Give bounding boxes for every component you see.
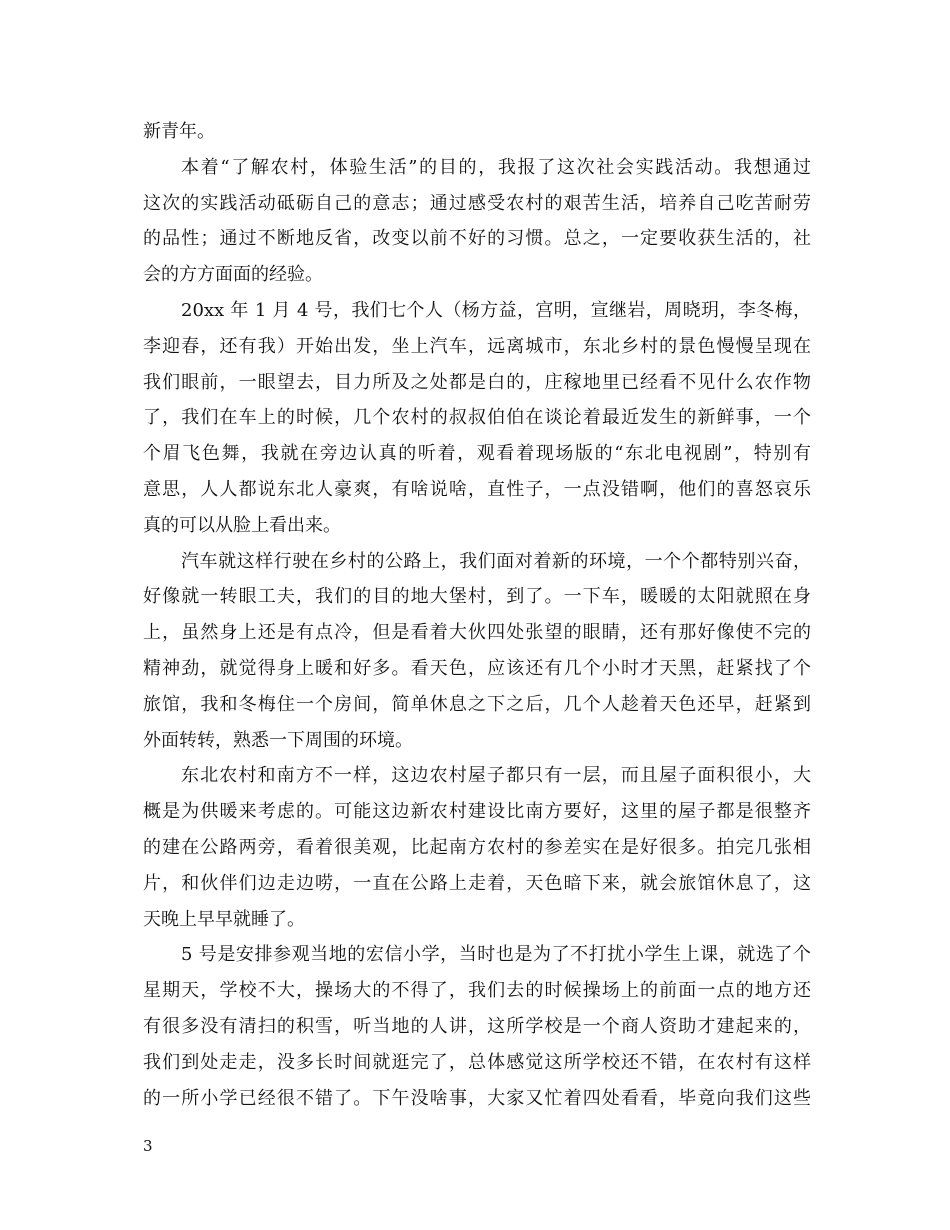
text-line: 新青年。 xyxy=(143,121,215,142)
page-number: 3 xyxy=(143,1137,153,1155)
text-line: 东北农村和南方不一样，这边农村屋子都只有一层，而且屋子面积很小，大 xyxy=(181,765,811,787)
text-line: 外面转转，熟悉一下周围的环境。 xyxy=(143,729,413,751)
text-line: 会的方方面面的经验。 xyxy=(143,264,323,286)
text-line: 了，我们在车上的时候，几个农村的叔叔伯伯在谈论着最近发生的新鲜事，一个 xyxy=(143,407,811,429)
text-line: 的一所小学已经很不错了。下午没啥事，大家又忙着四处看看，毕竟向我们这些 xyxy=(143,1087,811,1109)
text-line: 这次的实践活动砥砺自己的意志；通过感受农村的艰苦生活，培养自己吃苦耐劳 xyxy=(143,192,811,214)
text-line: 20xx 年 1 月 4 号，我们七个人（杨方益，宫明，宣继岩，周晓玥，李冬梅， xyxy=(181,299,811,321)
text-line: 片，和伙伴们边走边唠，一直在公路上走着，天色暗下来，就会旅馆休息了，这 xyxy=(143,872,811,894)
text-line: 有很多没有清扫的积雪，听当地的人讲，这所学校是一个商人资助才建起来的， xyxy=(143,1015,811,1037)
text-line: 本着“了解农村，体验生活”的目的，我报了这次社会实践活动。我想通过 xyxy=(181,156,811,178)
text-line: 星期天，学校不大，操场大的不得了，我们去的时候操场上的前面一点的地方还 xyxy=(143,980,811,1002)
text-line: 我们到处走走，没多长时间就逛完了，总体感觉这所学校还不错，在农村有这样 xyxy=(143,1051,811,1073)
text-line: 旅馆，我和冬梅住一个房间，简单休息之下之后，几个人趁着天色还早，赶紧到 xyxy=(143,693,811,715)
text-line: 精神劲，就觉得身上暖和好多。看天色，应该还有几个小时才天黑，赶紧找了个 xyxy=(143,657,811,679)
text-line: 的建在公路两旁，看着很美观，比起南方农村的参差实在是好很多。拍完几张相 xyxy=(143,836,811,858)
text-line: 李迎春，还有我）开始出发，坐上汽车，远离城市，东北乡村的景色慢慢呈现在 xyxy=(143,335,811,357)
text-line: 5 号是安排参观当地的宏信小学，当时也是为了不打扰小学生上课，就选了个 xyxy=(181,944,811,966)
text-line: 我们眼前，一眼望去，目力所及之处都是白的，庄稼地里已经看不见什么农作物 xyxy=(143,371,811,393)
text-line: 概是为供暖来考虑的。可能这边新农村建设比南方要好，这里的屋子都是很整齐 xyxy=(143,801,811,823)
text-line: 个眉飞色舞，我就在旁边认真的听着，观看着现场版的“东北电视剧”，特别有 xyxy=(143,443,811,465)
text-line: 意思，人人都说东北人豪爽，有啥说啥，直性子，一点没错啊，他们的喜怒哀乐 xyxy=(143,478,811,500)
text-line: 天晚上早早就睡了。 xyxy=(143,908,305,930)
body-text xyxy=(143,114,811,1116)
text-line: 汽车就这样行驶在乡村的公路上，我们面对着新的环境，一个个都特别兴奋， xyxy=(181,550,811,572)
text-line: 好像就一转眼工夫，我们的目的地大堡村，到了。一下车，暖暖的太阳就照在身 xyxy=(143,586,811,608)
text-line: 真的可以从脸上看出来。 xyxy=(143,514,341,536)
text-line: 上，虽然身上还是有点冷，但是看着大伙四处张望的眼睛，还有那好像使不完的 xyxy=(143,622,811,644)
text-line: 的品性；通过不断地反省，改变以前不好的习惯。总之，一定要收获生活的，社 xyxy=(143,228,811,250)
